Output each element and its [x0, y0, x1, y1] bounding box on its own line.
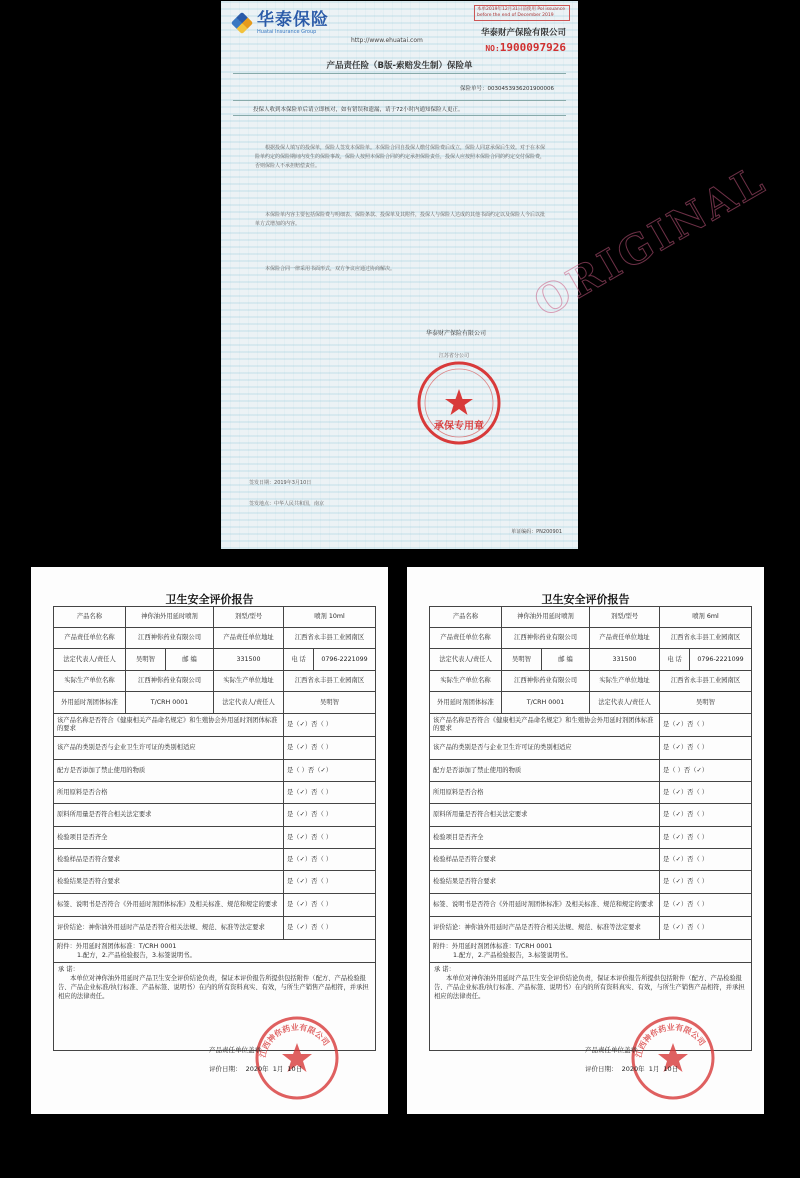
- tel-value: 0796-2221099: [321, 655, 368, 663]
- tel-label: 电 话: [284, 649, 314, 670]
- check-row: [430, 782, 752, 804]
- seal-arc-text: 江西神你药业有限公司: [258, 1022, 331, 1059]
- logo-chinese-name: 华泰保险: [257, 10, 329, 30]
- evaluation-day: 10日: [663, 1065, 679, 1073]
- resp-addr-value: 江西省永丰县工业园南区: [284, 628, 376, 649]
- underwriting-seal-icon: [408, 357, 510, 449]
- check-question: 该产品的类别是否与企业卫生许可证的类别相适应: [430, 737, 660, 760]
- commitment-label: 承 诺：: [58, 966, 79, 973]
- mfr-value: 江西神你药业有限公司: [502, 671, 590, 692]
- check-answer: 是（✓）否（ ）: [284, 894, 376, 917]
- evaluation-month: 1月: [272, 1065, 284, 1073]
- form-label: 剂型/型号: [214, 607, 284, 628]
- check-question: 该产品名称是否符合《健康相关产品命名规定》和生殖协会外用延时剂团体标准的要求: [430, 714, 660, 737]
- report-table: [53, 606, 376, 1051]
- attachments-line: 附件：外用延时剂团体标准：T/CRH 0001: [433, 943, 553, 950]
- tel-label: 电 话: [660, 649, 690, 670]
- seal-arc-text: 江西神你药业有限公司: [634, 1022, 707, 1059]
- evaluation-month: 1月: [648, 1065, 660, 1073]
- policy-paragraph: 根据投保人填写的投保单，保险人签发本保险单。本保险合同自投保人缴付保险费后成立，保险人同意承保后生效。对于在本保险单约定的保险期间内发生的保险事故，保险人按照本保险合同的约定承担保险责任，投保人应按照本保险合同的约定交付保险费，否则保险人不承担赔偿责任。: [255, 145, 546, 169]
- check-row: [54, 849, 376, 871]
- check-row: [430, 849, 752, 871]
- legal-rep2-value: 吴明智: [660, 692, 752, 714]
- product-name-value: 神你油外用延时喷剂: [126, 607, 214, 628]
- sign-date: [249, 479, 311, 486]
- report-table: [429, 606, 752, 1051]
- legal-rep2-label: 法定代表人/责任人: [590, 692, 660, 714]
- check-question: 评价结论：神你油外用延时产品是否符合相关法规、规范、标准等法定要求: [54, 917, 284, 940]
- company-seal-icon: [250, 1012, 345, 1104]
- resp-addr-value: 江西省永丰县工业园南区: [660, 628, 752, 649]
- check-rows: [54, 714, 376, 940]
- legal-rep-label: 法定代表人/责任人: [430, 649, 502, 670]
- check-row: [430, 827, 752, 849]
- document-code-label: 单证编码：: [511, 529, 537, 535]
- check-row: [430, 871, 752, 894]
- evaluation-day: 10日: [287, 1065, 303, 1073]
- attachment-list: 1.配方，2.产品检验报告，3.标签说明书。: [77, 952, 196, 959]
- check-rows: [430, 714, 752, 940]
- check-question: 原料所用量是否符合相关法定要求: [430, 804, 660, 827]
- zip-value: 331500: [590, 649, 660, 670]
- sign-place: [249, 500, 324, 507]
- resp-unit-value: 江西神你药业有限公司: [126, 628, 214, 649]
- check-row: [54, 827, 376, 849]
- policy-title: 产品责任险（B版-索赔发生制）保险单: [326, 61, 473, 71]
- check-answer: 是（✓）否（ ）: [284, 714, 376, 737]
- sign-place-value: 中华人民共和国，南京: [274, 501, 325, 507]
- check-row: [430, 760, 752, 782]
- check-row: [54, 782, 376, 804]
- evaluation-date-label: 评价日期：: [585, 1065, 618, 1073]
- check-answer: 是（ ）否（✓）: [660, 760, 752, 782]
- check-question: 配方是否添加了禁止使用的物质: [430, 760, 660, 782]
- policy-notice: 投保人收到本保险单后请立即核对，如有错误和遗漏，请于72小时内通知保险人更正。: [233, 100, 566, 116]
- check-question: 所用原料是否合格: [430, 782, 660, 804]
- check-question: 标签、说明书是否符合《外用延时剂团体标准》及相关标准、规范和规定的要求: [54, 894, 284, 917]
- check-question: 检验结果是否符合要求: [54, 871, 284, 894]
- insurance-policy-document: [221, 1, 775, 549]
- check-answer: 是（✓）否（ ）: [284, 804, 376, 827]
- evaluation-date-label: 评价日期：: [209, 1065, 242, 1073]
- product-name-label: 产品名称: [54, 607, 126, 628]
- policy-paragraph: 本保险单内容主要包括保险费与明细表、保险条款、投保单及其附件，投保人与保险人达成的其他书面约定以及保险人今后以批单方式增加的内容。: [255, 212, 546, 227]
- commitment-label: 承 诺：: [434, 966, 455, 973]
- company-name: 华泰财产保险有限公司: [480, 28, 566, 38]
- serial-number: [485, 41, 566, 54]
- commitment-text: 本单位对神你油外用延时产品卫生安全评价结论负责，保证本评价报告所提供包括附件（配方、产品检验报告、产品企业标准/执行标准、产品标签、说明书）在内的所有资料真实、有效，与所生产销售产品相符，并承担相应的法律责任。: [434, 975, 745, 1000]
- policy-number-label: 保险单号：: [459, 86, 488, 92]
- legal-rep-value: 吴明智: [126, 649, 166, 670]
- mfr-label: 实际生产单位名称: [430, 671, 502, 692]
- product-name-value: 神你油外用延时喷剂: [502, 607, 590, 628]
- company-website: http://www.ehuatai.com: [351, 37, 423, 44]
- legal-rep2-label: 法定代表人/责任人: [214, 692, 284, 714]
- mfr-addr-value: 江西省永丰县工业园南区: [660, 671, 752, 692]
- check-answer: 是（✓）否（ ）: [660, 917, 752, 940]
- company-seal-icon: [626, 1012, 721, 1104]
- check-row: [430, 917, 752, 940]
- check-answer: 是（✓）否（ ）: [284, 827, 376, 849]
- policy-number: [460, 84, 554, 92]
- check-row: [54, 917, 376, 940]
- check-row: [54, 737, 376, 760]
- check-row: [54, 871, 376, 894]
- check-question: 原料所用量是否符合相关法定要求: [54, 804, 284, 827]
- check-row: [430, 714, 752, 737]
- check-answer: 是（✓）否（ ）: [660, 804, 752, 827]
- legal-rep2-value: 吴明智: [284, 692, 376, 714]
- report-title: 卫生安全评价报告: [541, 593, 630, 606]
- mfr-addr-label: 实际生产单位地址: [590, 671, 660, 692]
- check-answer: 是（✓）否（ ）: [660, 714, 752, 737]
- check-row: [54, 714, 376, 737]
- original-watermark: ORIGINAL: [526, 156, 775, 327]
- form-value: 喷剂 6ml: [660, 607, 752, 628]
- check-answer: 是（✓）否（ ）: [284, 782, 376, 804]
- check-question: 该产品名称是否符合《健康相关产品命名规定》和生殖协会外用延时剂团体标准的要求: [54, 714, 284, 737]
- mfr-addr-value: 江西省永丰县工业园南区: [284, 671, 376, 692]
- sign-date-label: 签发日期：: [249, 480, 275, 486]
- unit-stamp-label: 产品责任单位盖章: [209, 1046, 261, 1054]
- form-label: 剂型/型号: [590, 607, 660, 628]
- legal-rep-label: 法定代表人/责任人: [54, 649, 126, 670]
- zip-value: 331500: [214, 649, 284, 670]
- validity-note: 本单2019年12月31日前使用 Pol issuance before the end of December 2019: [474, 5, 570, 21]
- check-answer: 是（ ）否（✓）: [284, 760, 376, 782]
- evaluation-year: 2020年: [621, 1065, 645, 1073]
- check-question: 检验项目是否齐全: [430, 827, 660, 849]
- check-question: 检验结果是否符合要求: [430, 871, 660, 894]
- evaluation-date: [209, 1064, 304, 1073]
- check-question: 检验项目是否齐全: [54, 827, 284, 849]
- evaluation-date: [585, 1064, 680, 1073]
- check-answer: 是（✓）否（ ）: [284, 849, 376, 871]
- legal-rep-value: 吴明智: [502, 649, 542, 670]
- safety-report-left: [31, 567, 388, 1114]
- check-answer: 是（✓）否（ ）: [660, 737, 752, 760]
- company-logo: [231, 11, 329, 35]
- check-question: 评价结论：神你油外用延时产品是否符合相关法规、规范、标准等法定要求: [430, 917, 660, 940]
- seal-label: 承保专用章: [434, 421, 484, 432]
- check-row: [54, 894, 376, 917]
- standard-label: 外用延时剂团体标准: [54, 692, 126, 714]
- check-question: 标签、说明书是否符合《外用延时剂团体标准》及相关标准、规范和规定的要求: [430, 894, 660, 917]
- check-question: 该产品的类别是否与企业卫生许可证的类别相适应: [54, 737, 284, 760]
- issuer-name: 华泰财产保险有限公司: [426, 330, 487, 337]
- attachment-list: 1.配方，2.产品检验报告，3.标签说明书。: [453, 952, 572, 959]
- tel-value: 0796-2221099: [697, 655, 744, 663]
- check-answer: 是（✓）否（ ）: [284, 917, 376, 940]
- resp-addr-label: 产品责任单位地址: [590, 628, 660, 649]
- mfr-addr-label: 实际生产单位地址: [214, 671, 284, 692]
- check-row: [430, 894, 752, 917]
- branch-name: 江苏省分公司: [439, 353, 470, 359]
- policy-number-value: 0030453936201900006: [487, 86, 554, 92]
- form-value: 喷剂 10ml: [284, 607, 376, 628]
- check-answer: 是（✓）否（ ）: [284, 871, 376, 894]
- check-question: 配方是否添加了禁止使用的物质: [54, 760, 284, 782]
- commitment-text: 本单位对神你油外用延时产品卫生安全评价结论负责，保证本评价报告所提供包括附件（配方、产品检验报告、产品企业标准/执行标准、产品标签、说明书）在内的所有资料真实、有效，与所生产销售产品相符，并承担相应的法律责任。: [58, 975, 369, 1000]
- mfr-label: 实际生产单位名称: [54, 671, 126, 692]
- check-answer: 是（✓）否（ ）: [660, 871, 752, 894]
- divider: [233, 73, 566, 74]
- resp-addr-label: 产品责任单位地址: [214, 628, 284, 649]
- mfr-value: 江西神你药业有限公司: [126, 671, 214, 692]
- zip-label: 邮 编: [542, 649, 590, 670]
- serial-value: 1900097926: [499, 41, 566, 54]
- report-title: 卫生安全评价报告: [165, 593, 254, 606]
- check-question: 所用原料是否合格: [54, 782, 284, 804]
- logo-mark-icon: [231, 12, 253, 34]
- check-answer: 是（✓）否（ ）: [660, 782, 752, 804]
- check-row: [430, 737, 752, 760]
- check-answer: 是（✓）否（ ）: [660, 827, 752, 849]
- resp-unit-label: 产品责任单位名称: [430, 628, 502, 649]
- standard-label: 外用延时剂团体标准: [430, 692, 502, 714]
- product-name-label: 产品名称: [430, 607, 502, 628]
- standard-value: T/CRH 0001: [502, 692, 590, 714]
- check-row: [430, 804, 752, 827]
- document-code-value: PN200901: [536, 529, 562, 535]
- check-row: [54, 804, 376, 827]
- check-answer: 是（✓）否（ ）: [660, 849, 752, 871]
- resp-unit-value: 江西神你药业有限公司: [502, 628, 590, 649]
- sign-date-value: 2019年3月10日: [274, 480, 312, 486]
- check-answer: 是（✓）否（ ）: [284, 737, 376, 760]
- evaluation-year: 2020年: [245, 1065, 269, 1073]
- check-question: 检验样品是否符合要求: [54, 849, 284, 871]
- zip-label: 邮 编: [166, 649, 214, 670]
- resp-unit-label: 产品责任单位名称: [54, 628, 126, 649]
- sign-place-label: 签发地点：: [249, 501, 275, 507]
- policy-paragraph: 本保险合同一律采用书面形式，双方争议应通过协商解决。: [265, 266, 396, 272]
- standard-value: T/CRH 0001: [126, 692, 214, 714]
- check-row: [54, 760, 376, 782]
- unit-stamp-label: 产品责任单位盖章: [585, 1046, 637, 1054]
- serial-prefix: NO:: [485, 44, 500, 53]
- check-question: 检验样品是否符合要求: [430, 849, 660, 871]
- attachments-line: 附件：外用延时剂团体标准：T/CRH 0001: [57, 943, 177, 950]
- document-code: [511, 528, 562, 535]
- safety-report-right: [407, 567, 764, 1114]
- check-answer: 是（✓）否（ ）: [660, 894, 752, 917]
- logo-english-name: Huatai Insurance Group: [257, 29, 317, 35]
